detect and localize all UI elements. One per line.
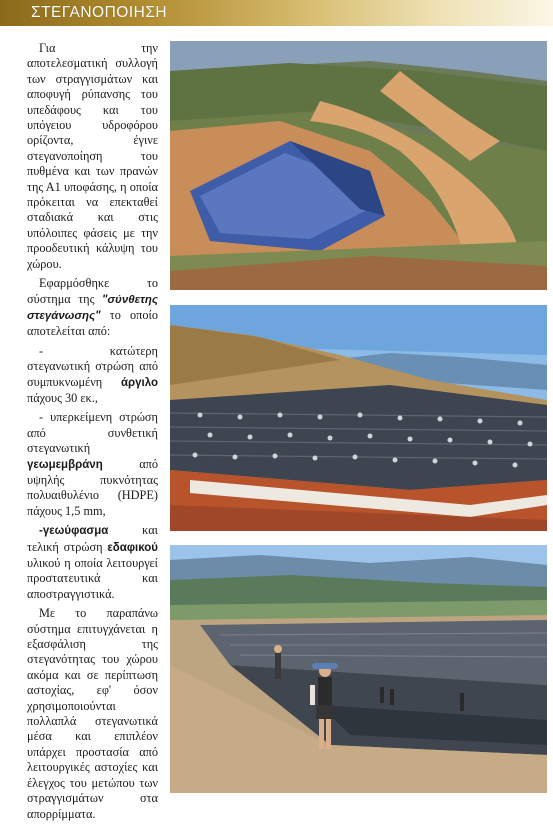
- geomembrane-slope-photo: [170, 305, 547, 531]
- landfill-aerial-photo: [170, 41, 547, 290]
- geotextile-term: -γεωύφασμα: [39, 525, 109, 538]
- list-item-geomembrane: - υπερκείμενη στρώση από συνθετική στεγανωτική γεωμεμβράνη από υψηλής πυκνότητας πολυαιθυλένιο (HDPE) πάχους 1,5 mm,: [27, 410, 158, 518]
- article-text: [27, 41, 158, 826]
- paragraph-system: Εφαρμόσθηκε το σύστημα της "σύνθετης στεγάνωσης" το οποίο αποτελείται από:: [27, 276, 158, 339]
- list-item-clay: - κατώτερη στεγανωτική στρώση από συμπυκνωμένη άργιλο πάχους 30 εκ.,: [27, 343, 158, 405]
- page-title: ΣΤΕΓΑΝΟΠΟΙΗΣΗ: [31, 4, 168, 21]
- header-bar: [0, 0, 553, 26]
- paragraph-intro: Για την αποτελεσματική συλλογή των στραγγισμάτων και αποφυγή ρύπανσης του υπεδάφους και του υπόγειου υδροφόρου ορίζοντα, έγινε στεγανοποίηση του πυθμένα και των πρανών της Α1 υποφάσης, η οποία πρόκειται να επεκταθεί σταδιακά και στις υπόλοιπες φάσεις με την προοδευτική κάλυψη του χώρου.: [27, 41, 158, 271]
- paragraph-conclusion: Με το παραπάνω σύστημα επιτυγχάνεται η εξασφάλιση της στεγανότητας του χώρου ακόμα και σε περίπτωση αστοχίας, εφ' όσον χρησιμοποιούνται πολλαπλά στεγανωτικά μέσα και επιπλέον υπάρχει προστασία από λειτουργικές αστοχίες και έλεγχος του μετώπου των στραγγισμάτων στα απορρίμματα.: [27, 606, 158, 821]
- list-item-geotextile: -γεωύφασμα και τελική στρώση εδαφικού υλικού η οποία λειτουργεί προστατευτικά και αποστραγγιστικά.: [27, 523, 158, 601]
- geomembrane-term: γεωμεμβράνη: [27, 458, 103, 471]
- workers-liner-photo: [170, 545, 547, 793]
- soil-term: εδαφικού: [107, 541, 158, 554]
- composite-lining-term: "σύνθετης στεγάνωσης": [27, 293, 158, 322]
- clay-term: άργιλο: [120, 376, 158, 389]
